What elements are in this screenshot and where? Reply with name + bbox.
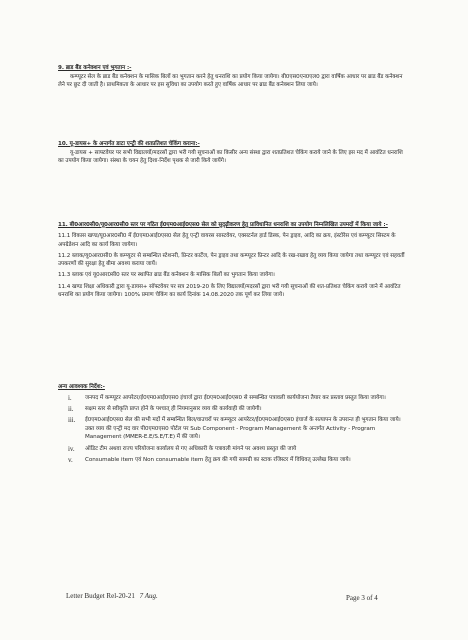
instruction-item <box>68 456 408 465</box>
section-11-title: 11. बी0आर0सी0/यू0आर0सी0 स्तर पर गठित ई0एम0आई0एस0 सेल को सुदृढ़ीकरण हेतु प्राविधानित धनराशि का उपयोग निम्नलिखित उपमदों में किया जाये :- <box>58 222 388 228</box>
section-10-title: 10. यू-डायस+ के अन्तर्गत डाटा एन्ट्री की शतप्रतिशत चेकिंग कराना:- <box>58 141 200 147</box>
instruction-number: iv. <box>68 444 75 453</box>
section-9-body: कम्प्यूटर सेल के ब्राड बैंड कनेक्शन के मासिक बिलों का भुगतान करने हेतु धनराशि का प्रयोग किया जायेगा। बी0एस0एन0एल0 द्वारा वार्षिक आधार पर ब्राड बैंड कनेक्शन लेने पर छूट दी जाती है। प्राथमिकता के आधार पर इस सुविधा का उपयोग करते हुए वार्षिक आधार पर ब्राड बैंड कनेक्शन लिया जाये। <box>58 73 403 89</box>
instruction-number: v. <box>68 455 73 464</box>
instruction-number: i. <box>68 394 72 403</box>
instruction-text: Consumable item एवं Non consumable item हेतु क्रय की गयी सामग्री का स्टाक रजिस्टर में विधिवत् उल्लेख किया जाये। <box>85 456 351 463</box>
section-11-item: 11.4 खण्ड शिक्षा अधिकारी द्वारा यू-डायस+ सॉफ्टवेयर पर सत्र 2019-20 के लिए विद्यालयों/मदरसों द्वारा भरी गयी सूचनाओं की शत-प्रतिशत चेकिंग कराये जाने में आवंटित धनराशि का प्रयोग किया जायेगा। 100% प्रमाण चेकिंग का कार्य दिनांक 14.08.2020 तक पूर्ण कर लिया जाये। <box>58 283 401 299</box>
section-10 <box>58 140 408 166</box>
instruction-item <box>68 416 408 442</box>
instruction-number: ii. <box>68 405 74 414</box>
section-11-item: 11.3 ब्लाक एवं यू0आर0सी0 स्तर पर स्थापित ब्राड बैंड कनेक्शन के मासिक बिलों का भुगतान किया जायेगा। <box>58 272 275 279</box>
instruction-item <box>68 394 408 403</box>
section-11 <box>58 221 408 300</box>
section-10-body: यू-डायस + साफ्टवेयर पर सभी विद्यालयों/मदरसों द्वारा भरी गयी सूचनाओं का किसीर अन्य संस्था द्वारा शतप्रतिशत चेकिंग कराये जाने के लिए इस मद में आवंटित धनराशि का उपयोग किया जायेगा। संस्था के चयन हेतु दिशा-निर्देश पृथक से जारी किये जायेंगे। <box>58 149 403 165</box>
instruction-text: सक्षम स्तर से स्वीकृति प्राप्त होने के पश्चात् ही नियमानुसार व्यय की कार्यवाही की जायेगी। <box>85 406 262 413</box>
instruction-item <box>68 445 408 454</box>
section-9 <box>58 64 408 90</box>
section-9-title: 9. ब्राड बैंड कनेक्शन एवं भुगतान :- <box>58 65 132 71</box>
instruction-text: ई0एम0आई0एस0 सेल की सभी मदों में सम्बन्धित बिल/वाउचरों पर कम्प्यूटर आपरेटर/ई0एम0आई0एस0 इंचार्ज के सत्यापन के उपरान्त ही भुगतान किया जाये। उक्त व्यय की एन्ट्री मद वार पी0एम0एस0 पोर्टल पर Sub Component - Program Management के अन्तर्गत Activity - Program Management (MMER-E.E/S.E/T.E) में की जाये। <box>85 417 401 441</box>
other-instructions <box>58 383 408 464</box>
instruction-text: जनपद में कम्प्यूटर आपरेटर/ई0एम0आई0एस0 इंचार्ज द्वारा ई0एम0आई0एस0 से सम्बन्धित पत्रावली कार्ययोजना तैयार कर प्रस्ताव प्रस्तुत किया जायेगा। <box>85 395 386 402</box>
page-number: Page 3 of 4 <box>346 594 378 602</box>
footer-left <box>66 592 158 600</box>
footer-handwritten-date: 7 Aug. <box>139 592 158 600</box>
other-instructions-title: अन्य आवश्यक निर्देश:- <box>58 384 105 390</box>
section-11-item: 11.2 ब्लाक/यू0आर0सी0 के कम्प्यूटर से सम्बन्धित स्टेशनरी, प्रिन्टर कार्टेज, पेन ड्राइव तथा कम्प्यूटर प्रिन्टर आदि के रख-रखाव हेतु व्यय किया जायेगा तथा कम्प्यूटर एवं सहवर्ती उपकरणों की सुरक्षा हेतु बीमा अवश्य कराया जायें। <box>58 252 405 268</box>
footer-doc-ref: Letter Budget Rel-20-21 <box>66 592 135 600</box>
instruction-text: ऑडिट टीम अथवा राज्य परियोजना कार्यालय से गए अधिकारी के पत्रावली मांगने पर अवश्य प्रस्तुत की जाये <box>85 445 297 452</box>
instruction-number: iii. <box>68 416 76 425</box>
section-11-item: 11.1 विकास खण्ड/यू0आर0सी0 में ई0एम0आई0एस0 सेल हेतु एन्ट्री वायरस सास्टवेयर, एक्सटर्नल हार्ड डिस्क, पेन ड्राइव, आदि का क्रय, इंस्टोरेस एवं कम्प्यूटर सिस्टम के अपग्रेडेशन आदि का कार्य किया जायेगा। <box>58 233 396 248</box>
instructions-list <box>58 394 408 464</box>
instruction-item <box>68 405 408 414</box>
